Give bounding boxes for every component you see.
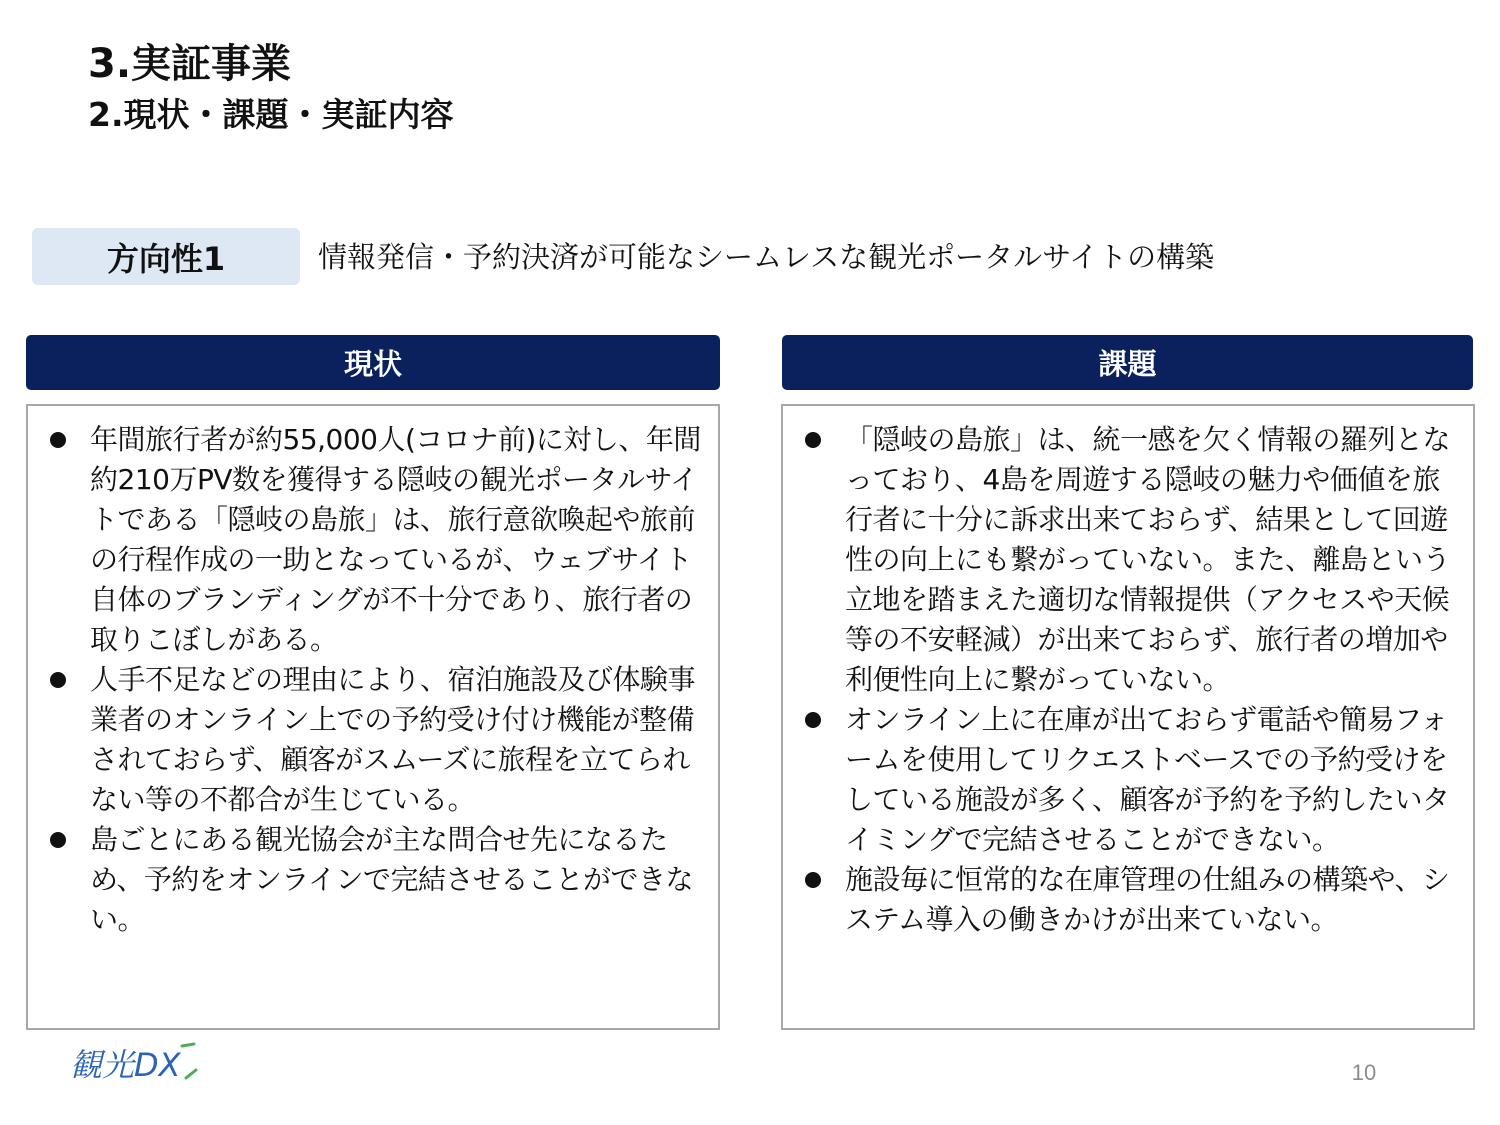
issue-item-2: オンライン上に在庫が出ておらず電話や簡易フォームを使用してリクエストベースでの予約受けをしている施設が多く、顧客が予約を予約したいタイミングで完結させることができない。 — [845, 703, 1450, 856]
bullet-icon — [50, 432, 66, 448]
list-item — [46, 820, 712, 940]
list-item — [801, 420, 1467, 700]
bullet-icon — [50, 832, 66, 848]
issues-header — [782, 335, 1473, 390]
logo-accent-stroke — [182, 1044, 194, 1046]
list-item — [801, 700, 1467, 860]
issues-box — [781, 404, 1475, 1030]
current-status-list — [46, 420, 712, 940]
direction-badge — [32, 228, 300, 285]
bullet-icon — [50, 672, 66, 688]
issues-heading: 課題 — [1098, 347, 1157, 381]
current-item-1: 年間旅行者が約55,000人(コロナ前)に対し、年間約210万PV数を獲得する隠岐の観光ポータルサイトである「隠岐の島旅」は、旅行意欲喚起や旅前の行程作成の一助となっているが、ウェブサイト自体のブランディングが不十分であり、旅行者の取りこぼしがある。 — [90, 423, 701, 656]
current-status-heading: 現状 — [343, 347, 402, 381]
logo-accent-stroke — [186, 1070, 196, 1078]
list-item — [46, 420, 712, 660]
kanko-dx-logo — [70, 1040, 200, 1086]
current-item-2: 人手不足などの理由により、宿泊施設及び体験事業者のオンライン上での予約受け付け機能が整備されておらず、顧客がスムーズに旅程を立てられない等の不都合が生じている。 — [90, 663, 696, 816]
page-subtitle: 2.現状・課題・実証内容 — [88, 95, 454, 134]
current-item-3: 島ごとにある観光協会が主な問合せ先になるため、予約をオンラインで完結させることができない。 — [90, 823, 694, 936]
page-title: 3.実証事業 — [88, 41, 292, 87]
direction-label: 方向性1 — [106, 239, 226, 278]
bullet-icon — [805, 712, 821, 728]
direction-text: 情報発信・予約決済が可能なシームレスな観光ポータルサイトの構築 — [318, 240, 1215, 274]
issues-list — [801, 420, 1467, 940]
bullet-icon — [805, 872, 821, 888]
list-item — [46, 660, 712, 820]
bullet-icon — [805, 432, 821, 448]
current-status-header — [26, 335, 720, 390]
current-status-box — [26, 404, 720, 1030]
issue-item-3: 施設毎に恒常的な在庫管理の仕組みの構築や、システム導入の働きかけが出来ていない。 — [845, 863, 1450, 936]
list-item — [801, 860, 1467, 940]
page-number: 10 — [1351, 1060, 1377, 1085]
logo-text: 観光DX — [70, 1046, 181, 1084]
issue-item-1: 「隠岐の島旅」は、統一感を欠く情報の羅列となっており、4島を周遊する隠岐の魅力や価値を旅行者に十分に訴求出来ておらず、結果として回遊性の向上にも繋がっていない。また、離島という立地を踏まえた適切な情報提供（アクセスや天候等の不安軽減）が出来ておらず、旅行者の増加や利便性向上に繋がっていない。 — [845, 423, 1451, 696]
